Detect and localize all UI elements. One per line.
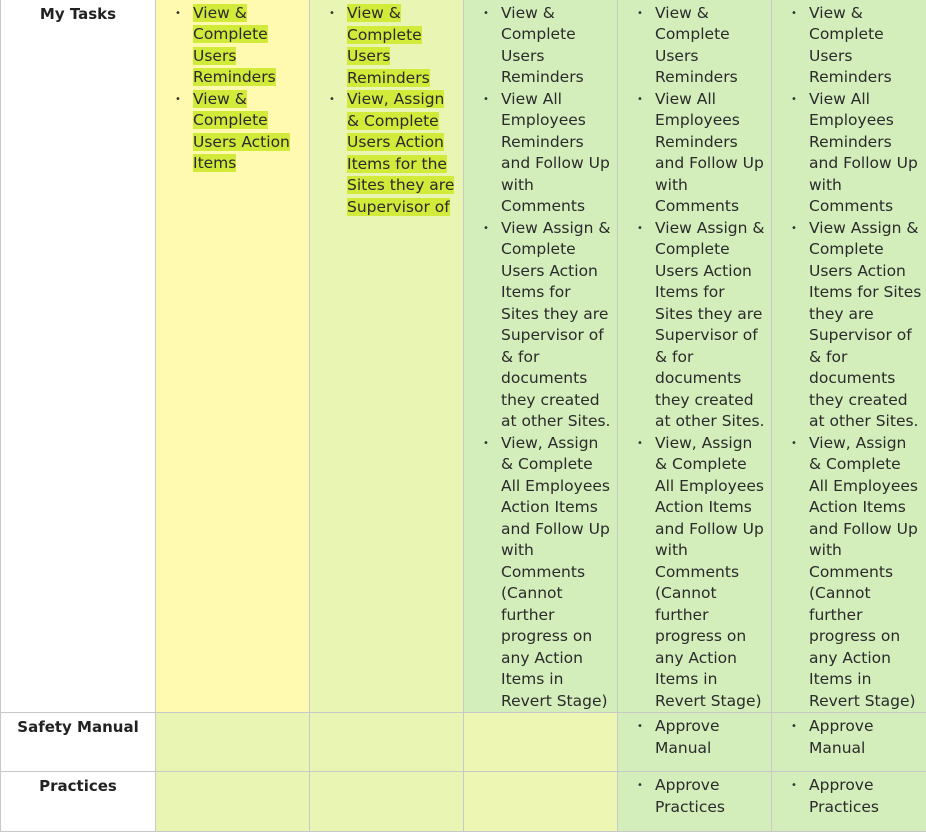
bullet-list — [464, 3, 617, 713]
bullet-list — [772, 775, 926, 818]
list-item: • View & Complete Users Reminders — [772, 3, 926, 89]
cell-safety-manual-col3 — [464, 713, 618, 772]
list-item: • View Assign & Complete Users Action Items for Sites they are Supervisor of & for documents they created at other Sites. — [618, 218, 771, 433]
cell-practices-col3 — [464, 772, 618, 832]
list-item: • View Assign & Complete Users Action Items for Sites they are Supervisor of & for documents they created at other Sites. — [772, 218, 926, 433]
cell-practices-col2 — [310, 772, 464, 832]
list-item: • View, Assign & Complete All Employees Action Items and Follow Up with Comments (Cannot further progress on any Action Items in Revert Stage) — [618, 433, 771, 713]
bullet-list — [772, 716, 926, 759]
cell-safety-manual-col1 — [156, 713, 310, 772]
list-item: • Approve Practices — [772, 775, 926, 818]
cell-practices-col1 — [156, 772, 310, 832]
bullet-list — [618, 716, 771, 759]
cell-practices-col5 — [772, 772, 926, 832]
list-item: • View, Assign & Complete All Employees Action Items and Follow Up with Comments (Cannot further progress on any Action Items in Revert Stage) — [772, 433, 926, 713]
bullet-list — [618, 775, 771, 818]
list-item: • View, Assign & Complete All Employees Action Items and Follow Up with Comments (Cannot further progress on any Action Items in Revert Stage) — [464, 433, 617, 713]
list-item: • View & Complete Users Reminders — [464, 3, 617, 89]
cell-safety-manual-col2 — [310, 713, 464, 772]
cell-my-tasks-col5 — [772, 0, 926, 713]
bullet-list — [156, 3, 309, 175]
list-item: • View & Complete Users Action Items — [156, 89, 309, 175]
list-item: • Approve Practices — [618, 775, 771, 818]
cell-my-tasks-col2 — [310, 0, 464, 713]
list-item: • View All Employees Reminders and Follow Up with Comments — [772, 89, 926, 218]
list-item: • View & Complete Users Reminders — [310, 3, 463, 89]
cell-practices-col4 — [618, 772, 772, 832]
bullet-list — [618, 3, 771, 713]
table-row-practices — [1, 772, 926, 832]
list-item: • View All Employees Reminders and Follow Up with Comments — [618, 89, 771, 218]
list-item: • Approve Manual — [772, 716, 926, 759]
list-item: • View, Assign & Complete Users Action Items for the Sites they are Supervisor of — [310, 89, 463, 218]
list-item: • View & Complete Users Reminders — [156, 3, 309, 89]
row-label-practices: Practices — [1, 772, 156, 832]
bullet-list — [772, 3, 926, 713]
cell-safety-manual-col5 — [772, 713, 926, 772]
list-item: • Approve Manual — [618, 716, 771, 759]
cell-my-tasks-col3 — [464, 0, 618, 713]
cell-my-tasks-col4 — [618, 0, 772, 713]
list-item: • View & Complete Users Reminders — [618, 3, 771, 89]
table-row-my-tasks — [1, 0, 926, 713]
row-label-my-tasks: My Tasks — [1, 0, 156, 713]
row-label-safety-manual: Safety Manual — [1, 713, 156, 772]
list-item: • View Assign & Complete Users Action Items for Sites they are Supervisor of & for documents they created at other Sites. — [464, 218, 617, 433]
cell-safety-manual-col4 — [618, 713, 772, 772]
cell-my-tasks-col1 — [156, 0, 310, 713]
list-item: • View All Employees Reminders and Follow Up with Comments — [464, 89, 617, 218]
table-row-safety-manual — [1, 713, 926, 772]
bullet-list — [310, 3, 463, 218]
